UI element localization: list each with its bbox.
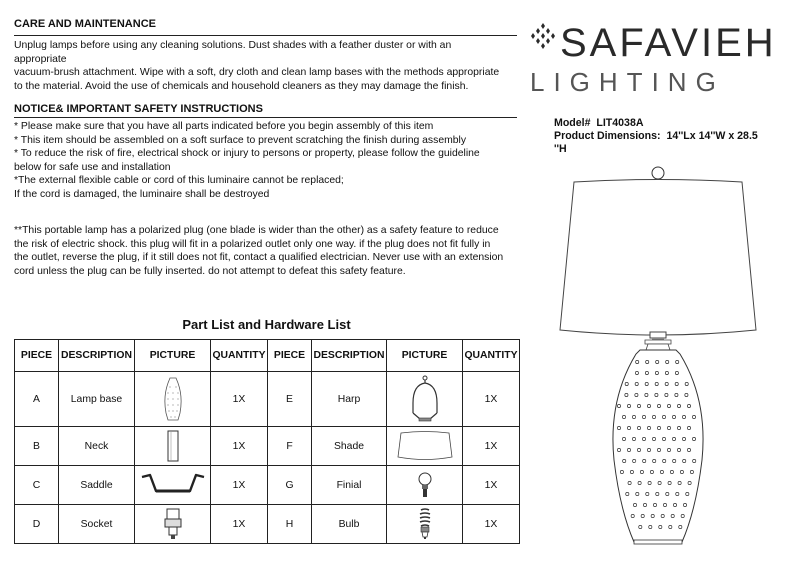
drawing-finial xyxy=(652,167,664,179)
dims-value: 14''Lx 14''W x 28.5 xyxy=(666,130,758,142)
drawing-base xyxy=(613,350,703,542)
chandelier-logo-icon xyxy=(528,22,558,52)
lamp-drawing xyxy=(540,160,790,565)
drawing-foot xyxy=(634,540,682,544)
picture-cell xyxy=(387,372,463,427)
piece-cell: B xyxy=(15,427,59,466)
table-header-row xyxy=(15,340,520,372)
model-value: LIT4038A xyxy=(596,117,644,129)
description-cell: Harp xyxy=(312,372,387,427)
drawing-ring xyxy=(645,340,671,344)
col-header: PICTURE xyxy=(135,340,211,372)
picture-cell xyxy=(135,505,211,544)
description-cell: Lamp base xyxy=(59,372,135,427)
col-header: QUANTITY xyxy=(211,340,268,372)
shade-icon xyxy=(395,430,455,462)
care-text xyxy=(14,39,499,93)
col-header: DESCRIPTION xyxy=(59,340,135,372)
plug-line: the risk of electric shock. this plug will fit in a polarized outlet only one way. if the plug does not fit fully in xyxy=(14,238,491,250)
piece-cell: H xyxy=(268,505,312,544)
table-row xyxy=(15,372,520,427)
table-row xyxy=(15,505,520,544)
brand-name: SAFAVIEH xyxy=(560,21,777,65)
picture-cell xyxy=(135,372,211,427)
col-header: PIECE xyxy=(268,340,312,372)
notice-line: below for safe use and installation xyxy=(14,161,171,173)
picture-cell xyxy=(135,427,211,466)
picture-cell xyxy=(135,466,211,505)
col-header: PICTURE xyxy=(387,340,463,372)
care-line: appropriate xyxy=(14,53,67,65)
care-line: Unplug lamps before using any cleaning solutions. Dust shades with a feather duster or with an xyxy=(14,40,452,51)
parts-table xyxy=(14,339,520,544)
table-row xyxy=(15,427,520,466)
notice-text xyxy=(14,120,480,201)
piece-cell: E xyxy=(268,372,312,427)
piece-cell: A xyxy=(15,372,59,427)
quantity-cell: 1X xyxy=(211,372,268,427)
care-title: CARE AND MAINTENANCE xyxy=(14,18,156,30)
description-cell: Bulb xyxy=(312,505,387,544)
brand-sub: LIGHTING xyxy=(530,67,725,97)
notice-title: NOTICE& IMPORTANT SAFETY INSTRUCTIONS xyxy=(14,103,263,115)
piece-cell: C xyxy=(15,466,59,505)
quantity-cell: 1X xyxy=(211,466,268,505)
picture-cell xyxy=(387,427,463,466)
quantity-cell: 1X xyxy=(463,466,520,505)
description-cell: Shade xyxy=(312,427,387,466)
care-line: to the material. Avoid the use of chemicals and household cleaners as they may damage the finish. xyxy=(14,80,469,92)
notice-line: *The external flexible cable or cord of this luminaire cannot be replaced; xyxy=(14,175,344,186)
notice-line: * To reduce the risk of fire, electrical shock or injury to persons or property, please follow the guideline xyxy=(14,148,480,159)
bulb-icon xyxy=(416,508,434,540)
drawing-collar xyxy=(650,332,666,338)
quantity-cell: 1X xyxy=(211,427,268,466)
quantity-cell: 1X xyxy=(463,427,520,466)
parts-title: Part List and Hardware List xyxy=(182,317,351,332)
lamp-base-icon xyxy=(161,377,185,421)
model-info xyxy=(554,117,644,130)
piece-cell: G xyxy=(268,466,312,505)
notice-line: If the cord is damaged, the luminaire shall be destroyed xyxy=(14,188,270,200)
harp-icon xyxy=(407,375,443,423)
care-line: vacuum-brush attachment. Wipe with a soft, dry cloth and clean lamp bases with the methods appropriate xyxy=(14,67,500,78)
description-cell: Socket xyxy=(59,505,135,544)
model-label: Model# xyxy=(554,117,591,129)
col-header: DESCRIPTION xyxy=(312,340,387,372)
dimensions-info xyxy=(554,130,758,143)
piece-cell: D xyxy=(15,505,59,544)
quantity-cell: 1X xyxy=(463,505,520,544)
table-row xyxy=(15,466,520,505)
description-cell: Neck xyxy=(59,427,135,466)
socket-icon xyxy=(163,508,183,540)
dims-label: Product Dimensions: xyxy=(554,130,661,142)
picture-cell xyxy=(387,466,463,505)
col-header: PIECE xyxy=(15,340,59,372)
col-header: QUANTITY xyxy=(463,340,520,372)
plug-line: cord unless the plug can be fully inserted. do not attempt to defeat this safety feature. xyxy=(14,265,406,277)
quantity-cell: 1X xyxy=(211,505,268,544)
description-cell: Saddle xyxy=(59,466,135,505)
dims-value-line2: ''H xyxy=(554,143,567,155)
plug-line: the outlet, reverse the plug, if it still does not fit, contact a qualified electrician. Never use with an extension xyxy=(14,252,504,263)
drawing-neck xyxy=(646,344,670,350)
notice-rule xyxy=(14,117,517,118)
neck-icon xyxy=(166,430,180,462)
notice-line: * Please make sure that you have all parts indicated before you begin assembly of this item xyxy=(14,121,434,132)
plug-line: **This portable lamp has a polarized plug (one blade is wider than the other) as a safety feature to reduce xyxy=(14,225,499,236)
quantity-cell: 1X xyxy=(463,372,520,427)
description-cell: Finial xyxy=(312,466,387,505)
plug-text xyxy=(14,224,503,278)
piece-cell: F xyxy=(268,427,312,466)
drawing-shade xyxy=(560,180,756,336)
picture-cell xyxy=(387,505,463,544)
finial-icon xyxy=(417,471,433,499)
saddle-icon xyxy=(140,471,206,499)
notice-line: * This item should be assembled on a soft surface to prevent scratching the finish during assembly xyxy=(14,134,467,146)
care-rule xyxy=(14,35,517,36)
